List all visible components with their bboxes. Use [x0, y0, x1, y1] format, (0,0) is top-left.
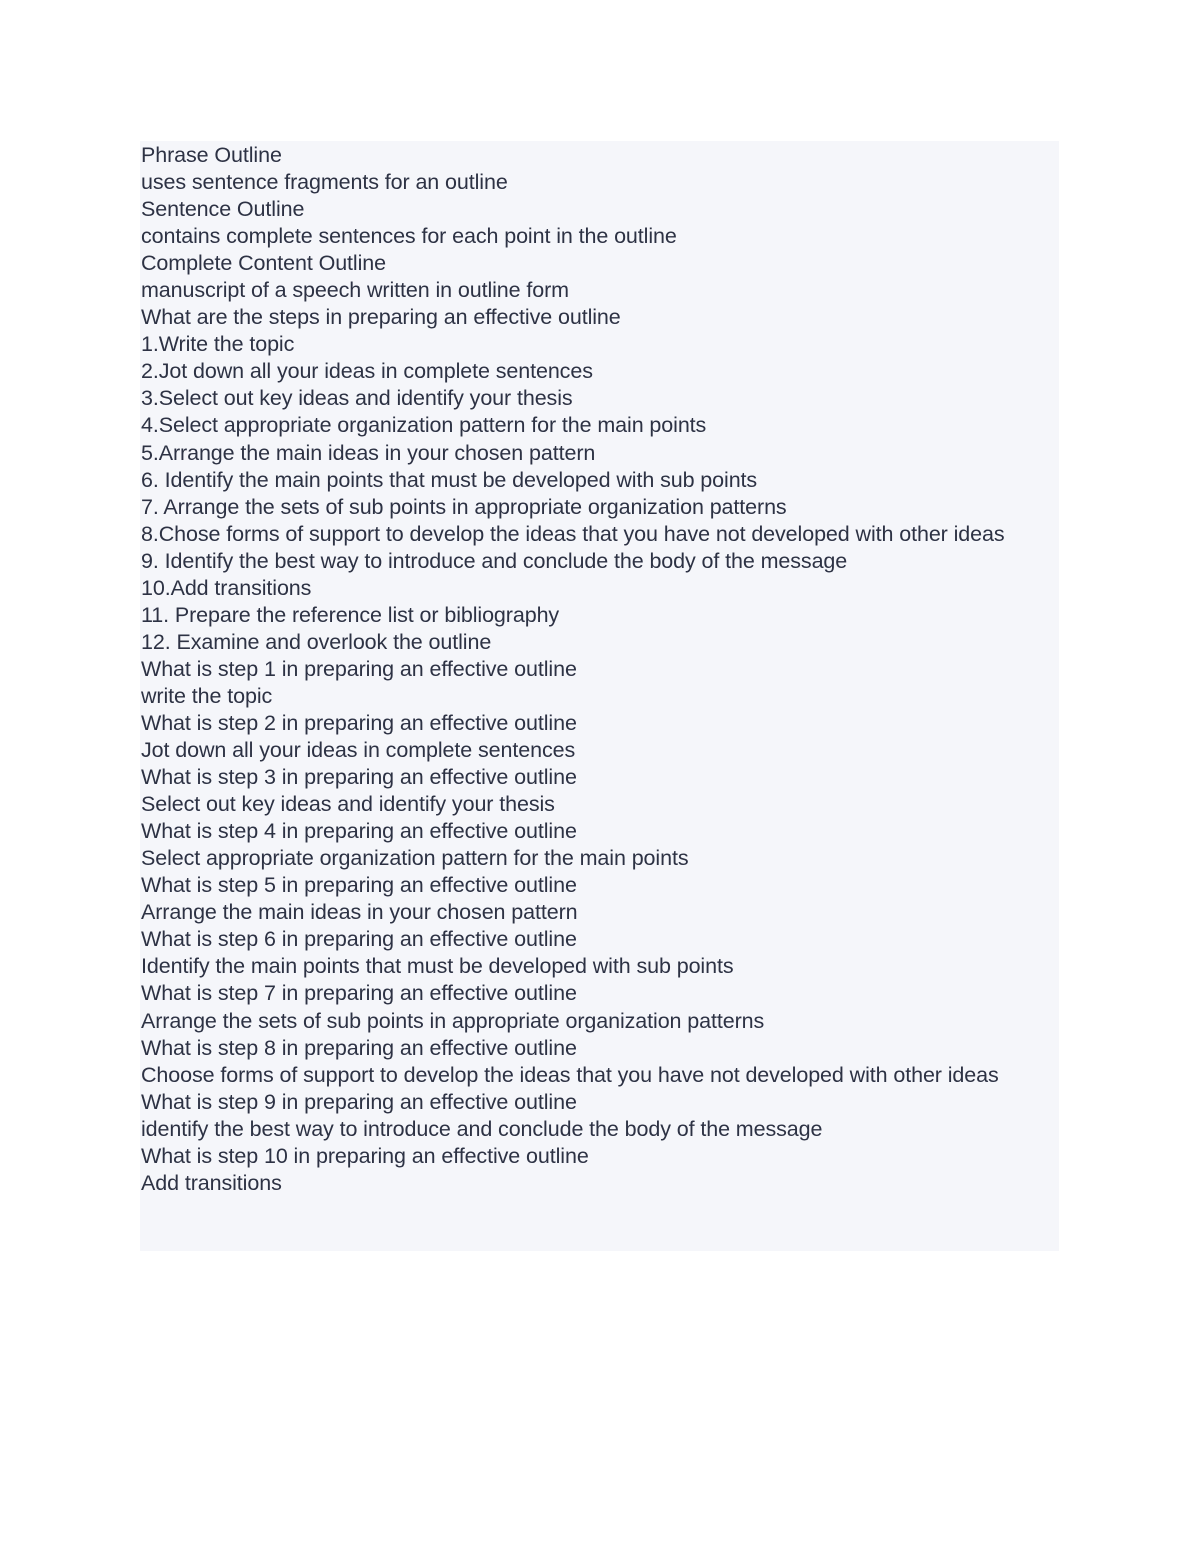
answer-line: Select out key ideas and identify your thesis [141, 792, 555, 817]
question-line: What is step 1 in preparing an effective outline [141, 656, 577, 681]
question-line: What is step 7 in preparing an effective outline [141, 981, 577, 1006]
step-item: 9. Identify the best way to introduce and conclude the body of the message [141, 548, 848, 573]
step-item: 1.Write the topic [141, 332, 295, 357]
definition-complete-content-outline: manuscript of a speech written in outline form [141, 278, 569, 303]
answer-line: Add transitions [141, 1170, 282, 1195]
answer-line: Arrange the main ideas in your chosen pattern [141, 900, 578, 925]
step-item: 3.Select out key ideas and identify your thesis [141, 386, 573, 411]
lines-container [141, 141, 1059, 1197]
term-sentence-outline: Sentence Outline [141, 197, 305, 222]
answer-line: Select appropriate organization pattern for the main points [141, 846, 689, 871]
text-block [140, 141, 1059, 1251]
step-item: 7. Arrange the sets of sub points in appropriate organization patterns [141, 494, 787, 519]
step-item: 4.Select appropriate organization pattern for the main points [141, 413, 707, 438]
answer-line: write the topic [141, 683, 273, 708]
step-item: 12. Examine and overlook the outline [141, 629, 492, 654]
answer-line: Jot down all your ideas in complete sentences [141, 738, 576, 763]
step-item: 11. Prepare the reference list or bibliography [141, 602, 560, 627]
question-line: What is step 2 in preparing an effective outline [141, 710, 577, 735]
definition-phrase-outline: uses sentence fragments for an outline [141, 170, 508, 195]
question-line: What is step 10 in preparing an effective outline [141, 1143, 589, 1168]
step-item: 2.Jot down all your ideas in complete sentences [141, 359, 593, 384]
step-item: 6. Identify the main points that must be developed with sub points [141, 467, 758, 492]
step-item: 5.Arrange the main ideas in your chosen pattern [141, 440, 596, 465]
answer-line: Arrange the sets of sub points in appropriate organization patterns [141, 1008, 765, 1033]
term-complete-content-outline: Complete Content Outline [141, 251, 386, 276]
answer-line: Identify the main points that must be developed with sub points [141, 954, 734, 979]
definition-sentence-outline: contains complete sentences for each point in the outline [141, 224, 677, 249]
step-item: 8.Chose forms of support to develop the ideas that you have not developed with other ideas [141, 521, 1005, 546]
answer-line: identify the best way to introduce and conclude the body of the message [141, 1116, 823, 1141]
step-item: 10.Add transitions [141, 575, 312, 600]
question-line: What is step 6 in preparing an effective outline [141, 927, 577, 952]
question-line: What is step 4 in preparing an effective outline [141, 819, 577, 844]
answer-line: Choose forms of support to develop the ideas that you have not developed with other ideas [141, 1062, 999, 1087]
question-line: What is step 8 in preparing an effective outline [141, 1035, 577, 1060]
term-phrase-outline: Phrase Outline [141, 143, 282, 167]
question-line: What is step 3 in preparing an effective outline [141, 765, 577, 790]
question-steps: What are the steps in preparing an effective outline [141, 305, 621, 330]
question-line: What is step 5 in preparing an effective outline [141, 873, 577, 898]
question-line: What is step 9 in preparing an effective outline [141, 1089, 577, 1114]
